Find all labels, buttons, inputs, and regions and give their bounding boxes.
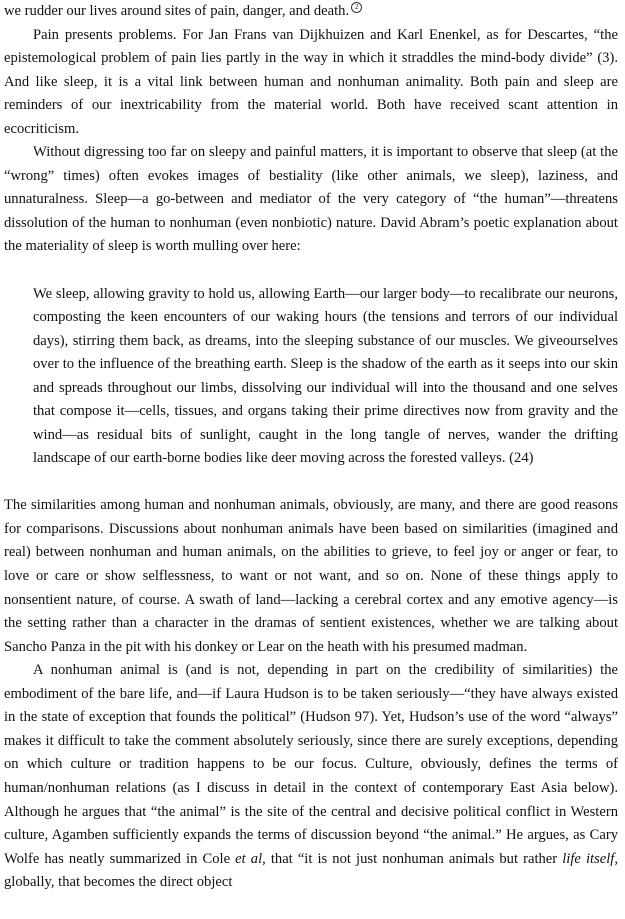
paragraph-text: we rudder our lives around sites of pain, danger, and death. bbox=[4, 3, 350, 19]
paragraph-text-b: , that “it is not just nonhuman animals but rather bbox=[262, 850, 563, 867]
footnote-marker: 2 bbox=[351, 2, 362, 13]
block-quote-abram: We sleep, allowing gravity to hold us, allowing Earth—our larger body—to recalibrate our neurons, composting the keen encounters of our waking hours (the tensions and terrors of our individual days), stirring them back, as dreams, into the sleeping substance of our muscles. We giveourselves over to the influence of the breathing earth. Sleep is the shadow of the earth as it seeps into our skin and spreads throughout our limbs, dissolving our individual will into the thousand and one selves that compose it—cells, tissues, and organs taking their prime directives now from gravity and the wind—as residual bits of sunlight, caught in the long tangle of nerves, wander the drifting landscape of our earth-borne bodies like deer moving across the forested valleys. (24) bbox=[33, 285, 618, 467]
paragraph-sleep: Without digressing too far on sleepy and painful matters, it is important to observe that sleep (at the “wrong” times) often evokes images of bestiality (like other animals, we sleep), laziness, and unnaturalness. Sleep—a go-between and mediator of the very category of “the human”—threatens dissolution of the human to nonhuman (even nonbiotic) nature. David Abram’s poetic explanation about the materiality of sleep is worth mulling over here: bbox=[4, 144, 618, 255]
italic-et-al: et al bbox=[235, 850, 263, 867]
paragraph-continuation bbox=[4, 0, 618, 24]
paragraph-text-a: A nonhuman animal is (and is not, depending in part on the credibility of similarities) the embodiment of the bare life, and—if Laura Hudson is to be taken seriously—“they have always existed in the state of exception that founds the political” (Hudson 97). Yet, Hudson’s use of the word “always” makes it difficult to take the comment absolutely seriously, since there are surely exceptions, depending on which culture or tradition happens to be our focus. Culture, obviously, defines the terms of human/nonhuman relations (as I discuss in detail in the context of contemporary East Asia below). Although he argues that “the animal” is the site of the central and decisive political conflict in Western culture, Agamben sufficiently expands the terms of discussion beyond “the animal.” He argues, as Cary Wolfe has neatly summarized in Cole bbox=[4, 662, 618, 867]
paragraph-similarities: The similarities among human and nonhuman animals, obviously, are many, and there are good reasons for comparisons. Discussions about nonhuman animals have been based on similarities (imagined and real) between nonhuman and human animals, on the abilities to grieve, to feel joy or anger or fear, to love or care or show selflessness, to want or not want, and so on. None of these things apply to nonsentient nature, of course. A swath of land—lacking a cerebral cortex and any emotive agency—is the setting rather than a character in the dramas of sentient existences, whether we are talking about Sancho Panza in the pit with his donkey or Lear on the heath with his presumed madman. bbox=[4, 497, 618, 655]
paragraph-pain: Pain presents problems. For Jan Frans van Dijkhuizen and Karl Enenkel, as for Descartes, “the epistemological problem of pain lies partly in the way in which it straddles the mind-body divide” (3). And like sleep, it is a vital link between human and nonhuman animality. Both pain and sleep are reminders of our inextricability from the material world. Both have received scant attention in ecocriticism. bbox=[4, 26, 618, 137]
paragraph-text-c: , globally, that becomes the direct object bbox=[4, 850, 618, 891]
document-page bbox=[4, 0, 618, 895]
italic-life-itself: life itself bbox=[562, 850, 615, 867]
paragraph-bare-life bbox=[4, 659, 618, 894]
